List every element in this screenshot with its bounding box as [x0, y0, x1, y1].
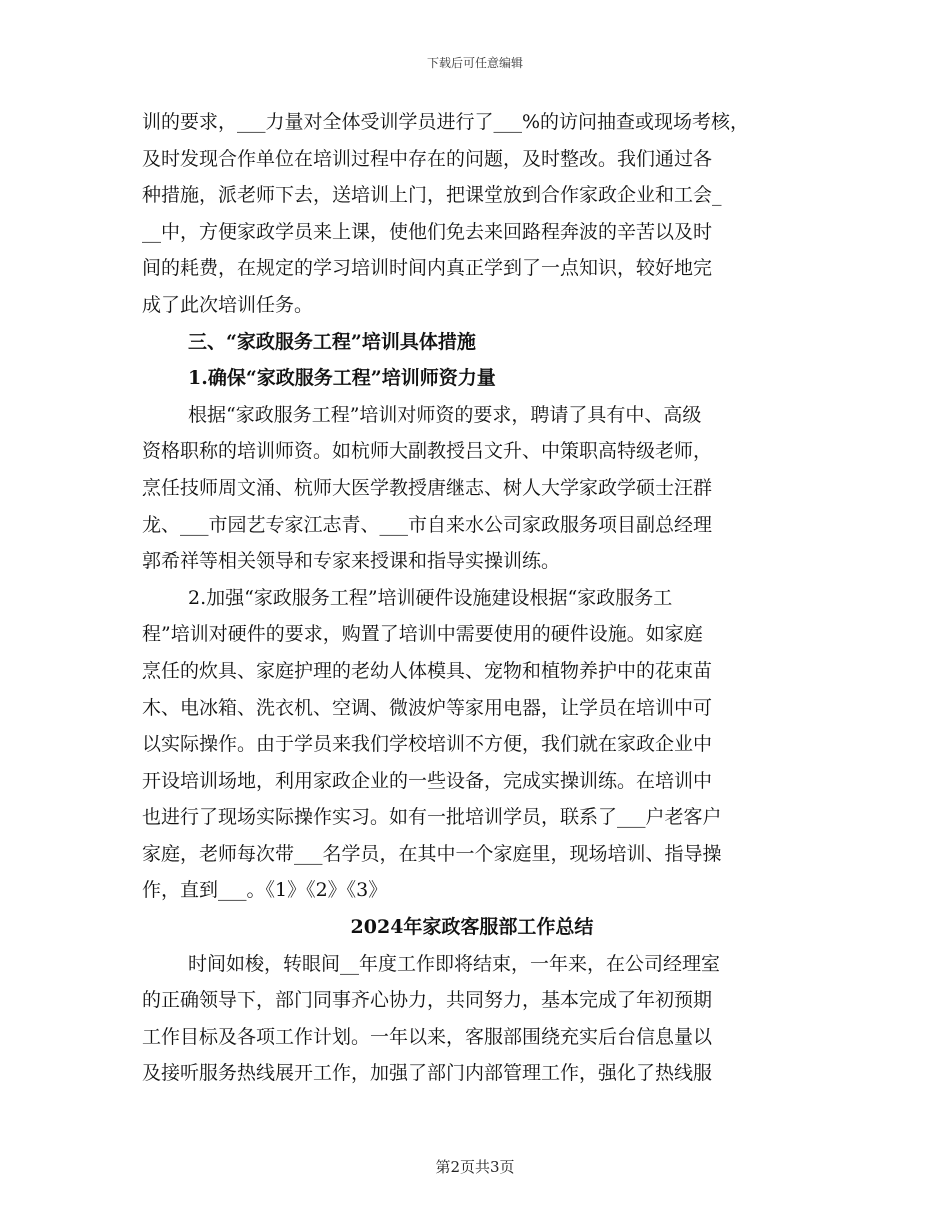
body-line: 成了此次培训任务。	[142, 293, 314, 316]
body-line: 也进行了现场实际操作实习。如有一批培训学员，联系了___户老客户	[142, 806, 722, 829]
body-line: 种措施，派老师下去，送培训上门，把课堂放到合作家政企业和工会_	[142, 184, 722, 207]
body-line: 的正确领导下，部门同事齐心协力，共同努力，基本完成了年初预期	[142, 989, 713, 1012]
body-line: 烹任的炊具、家庭护理的老幼人体模具、宠物和植物养护中的花束苗	[142, 659, 713, 682]
document-body	[142, 104, 802, 1092]
section-heading: 三、“家政服务工程”培训具体措施	[188, 330, 476, 353]
paragraph-start-line: 时间如梭，转眼间__年度工作即将结束，一年来，在公司经理室	[188, 952, 721, 975]
body-line: 木、电冰箱、洗衣机、空调、微波炉等家用电器，让学员在培训中可	[142, 696, 713, 719]
document-title: 2024年家政客服部工作总结	[350, 916, 594, 939]
body-line: 训的要求，___力量对全体受训学员进行了___%的访问抽查或现场考核，	[142, 111, 750, 133]
paragraph-start-line: 根据“家政服务工程”培训对师资的要求，聘请了具有中、高级	[188, 403, 702, 426]
body-line: 家庭，老师每次带___名学员，在其中一个家庭里，现场培训、指导操	[142, 842, 722, 865]
page-number: 第2页共3页	[435, 1158, 515, 1176]
body-line: 作，直到___。《1》《2》《3》	[142, 879, 388, 902]
paragraph-start-line: 2.加强“家政服务工程”培训硬件设施建设根据“家政服务工	[188, 586, 673, 609]
body-line: 及接听服务热线展开工作，加强了部门内部管理工作，强化了热线服	[142, 1062, 713, 1085]
body-line: 程”培训对硬件的要求，购置了培训中需要使用的硬件设施。如家庭	[142, 623, 703, 646]
body-line: 郭希祥等相关领导和专家来授课和指导实操训练。	[142, 550, 561, 573]
body-line: 烹任技师周文涌、杭师大医学教授唐继志、树人大学家政学硕士汪群	[142, 476, 713, 499]
body-line: 工作目标及各项工作计划。一年以来，客服部围绕充实后台信息量以	[142, 1025, 713, 1048]
page-header: 下载后可任意编辑	[426, 56, 523, 70]
body-line: 开设培训场地，利用家政企业的一些设备，完成实操训练。在培训中	[142, 769, 713, 792]
body-line: 资格职称的培训师资。如杭师大副教授吕文升、中策职高特级老师，	[142, 440, 713, 463]
body-line: __中，方便家政学员来上课，使他们免去来回路程奔波的辛苦以及时	[142, 220, 713, 243]
body-line: 间的耗费，在规定的学习培训时间内真正学到了一点知识，较好地完	[142, 257, 713, 280]
body-line: 龙、___市园艺专家江志青、___市自来水公司家政服务项目副总经理	[142, 513, 713, 536]
subsection-heading: 1.确保“家政服务工程”培训师资力量	[188, 367, 496, 390]
body-line: 以实际操作。由于学员来我们学校培训不方便，我们就在家政企业中	[142, 733, 713, 756]
body-line: 及时发现合作单位在培训过程中存在的问题，及时整改。我们通过各	[142, 147, 713, 170]
